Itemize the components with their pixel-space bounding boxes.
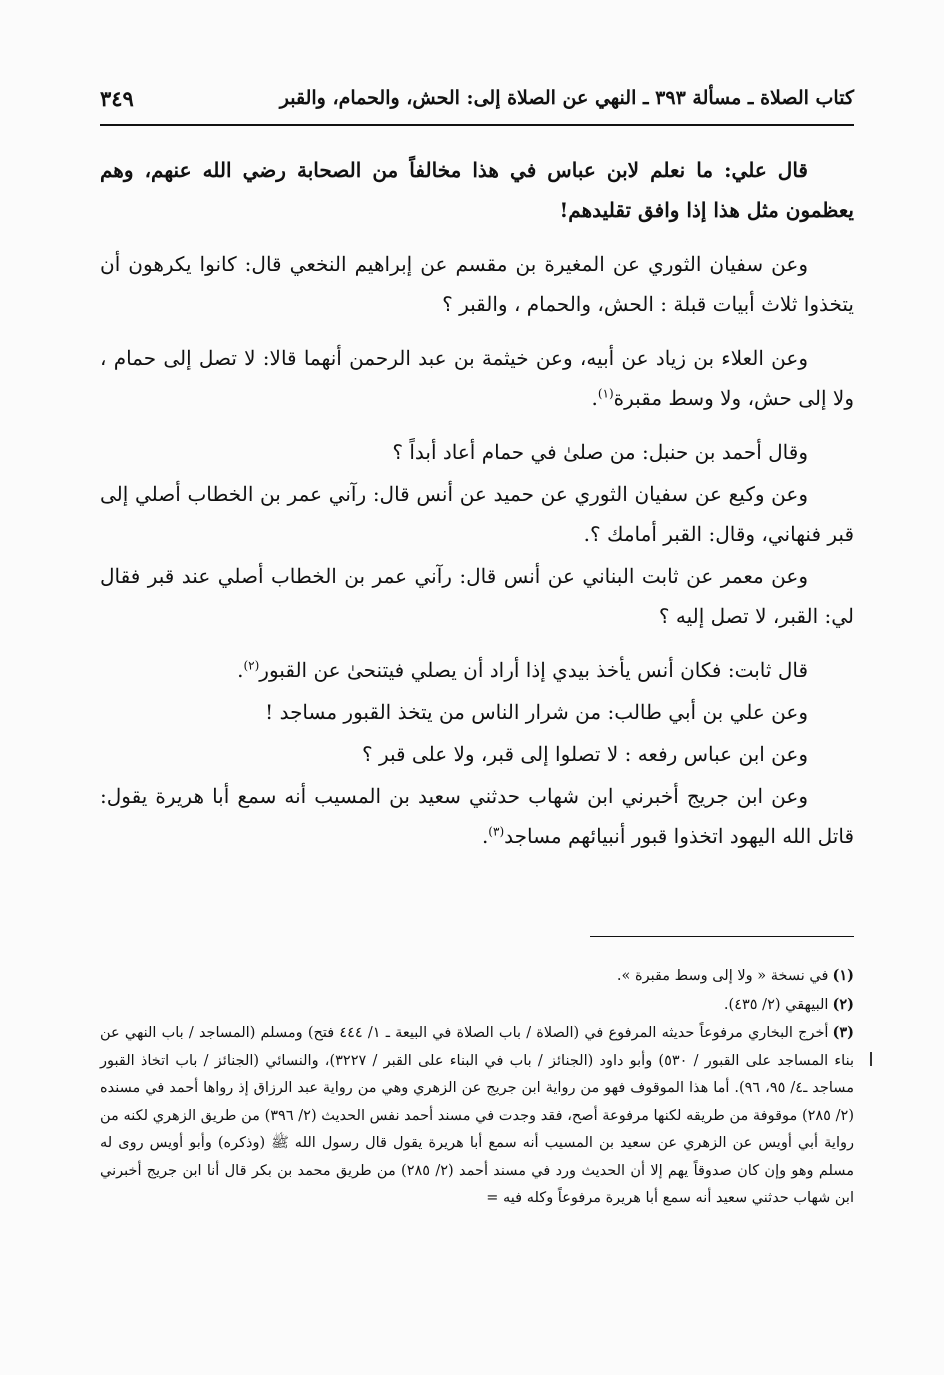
footnote-ref: (١) [597, 386, 614, 401]
header-rule [100, 124, 854, 126]
paragraph: وقال أحمد بن حنبل: من صلىٰ في حمام أعاد أبداً ؟ [392, 440, 808, 464]
main-text [100, 150, 854, 858]
footnotes [100, 962, 854, 1213]
paragraph: وعن وكيع عن سفيان الثوري عن حميد عن أنس قال: رآني عمر بن الخطاب أصلي إلى قبر فنهاني، وقال: القبر أمامك ؟. [100, 482, 854, 546]
footnote-separator [590, 936, 854, 937]
paragraph: وعن معمر عن ثابت البناني عن أنس قال: رآني عمر بن الخطاب أصلي عند قبر فقال لي: القبر، لا تصل إليه ؟ [100, 564, 854, 628]
footnote-ref: (٣) [488, 824, 505, 839]
paragraph: وعن ابن جريج أخبرني ابن شهاب حدثني سعيد بن المسيب أنه سمع أبا هريرة يقول: قاتل الله اليهود اتخذوا قبور أنبيائهم مساجد$^{(٣)}$. [100, 784, 854, 848]
header-title: كتاب الصلاة ـ مسألة ٣٩٣ ـ النهي عن الصلاة إلى: الحش، والحمام، والقبر [279, 87, 854, 109]
margin-mark [870, 1052, 872, 1066]
paragraph: وعن ابن عباس رفعه : لا تصلوا إلى قبر، ولا على قبر ؟ [361, 742, 808, 766]
footnote: (٣)أخرج البخاري مرفوعاً حديثه المرفوع في (الصلاة / باب الصلاة في البيعة ـ ١/ ٤٤٤ فتح) ومسلم (المساجد / باب النهي عن بناء المساجد على القبور / ٥٣٠) وأبو داود (الجنائز / باب في البناء على القبر / ٣٢٢٧)، والنسائي (الجنائز / باب اتخاذ القبور مساجد ـ٤/ ٩٥، ٩٦). أما هذا الموقوف فهو من رواية ابن جريج عن الزهري وهي من رواية عبد الرزاق إذ رواها أحمد في مسنده (٢/ ٢٨٥) موقوفة من طريقه لكنها مرفوعة أصح، فقد وجدت في مسند أحمد نفس الحديث (٢/ ٣٩٦) من طريق الزهري لكنه من رواية أبي أويس عن الزهري عن سعيد بن المسيب أنه سمع أبا هريرة يقول قال رسول الله ﷺ (وذكره) وأبو أويس روى له مسلم وهو وإن كان صدوقاً يهم إلا أن الحديث ورد في مسند أحمد (٢/ ٢٨٥) من طريق محمد بن بكر قال أنا ابن جريج أخبرني ابن شهاب حدثني سعيد أنه سمع أبا هريرة مرفوعاً وكله فيه = [100, 1024, 854, 1206]
footnote: (٢)البيهقي (٢/ ٤٣٥). [723, 995, 854, 1013]
paragraph: قال ثابت: فكان أنس يأخذ بيدي إذا أراد أن يصلي فيتنحىٰ عن القبور$^{(٢)}$. [237, 658, 808, 682]
paragraph: قال علي: ما نعلم لابن عباس في هذا مخالفاً من الصحابة رضي الله عنهم، وهم يعظمون مثل هذا إذا وافق تقليدهم! [100, 158, 854, 222]
paragraph: وعن سفيان الثوري عن المغيرة بن مقسم عن إبراهيم النخعي قال: كانوا يكرهون أن يتخذوا ثلاث أبيات قبلة : الحش، والحمام ، والقبر ؟ [100, 252, 854, 316]
paragraph: وعن العلاء بن زياد عن أبيه، وعن خيثمة بن عبد الرحمن أنهما قالا: لا تصل إلى حمام ، ولا إلى حش، ولا وسط مقبرة$^{(١)}$. [100, 346, 854, 410]
footnote-ref: (٢) [243, 658, 260, 673]
running-header [100, 78, 854, 118]
page-number: ٣٤٩ [100, 85, 134, 111]
paragraph: وعن علي بن أبي طالب: من شرار الناس من يتخذ القبور مساجد ! [265, 700, 808, 724]
footnote: (١)في نسخة « ولا إلى وسط مقبرة ». [616, 967, 854, 984]
